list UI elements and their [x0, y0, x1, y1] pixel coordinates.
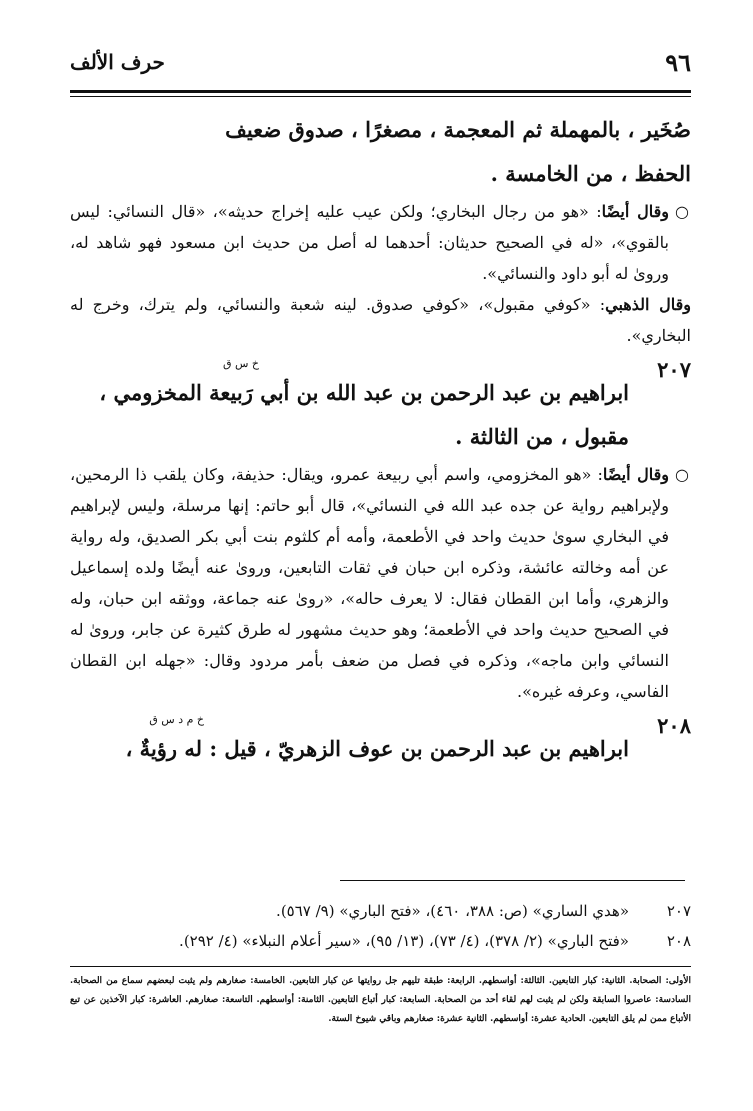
footnote-separator [340, 880, 685, 881]
entry-number: ٢٠٧ [657, 357, 691, 382]
note-label: وقال أيضًا [602, 465, 669, 484]
tabaqat-legend: الأولى: الصحابة. الثانية: كبار التابعين. الثالثة: أواسطهم. الرابعة: طبقة تليهم جل روايتها عن كبار التابعين. الخامسة: صغارهم ولم يثبت لبعضهم سماع من الصحابة. السادسة: عاصروا السابقة ولكن لم يثبت لهم لقاء أحد من الصحابة. السابعة: كبار أتباع التابعين. الثامنة: أواسطهم. التاسعة: صغارهم. العاشرة: كبار الآخذين عن تبع الأتباع ممن لم يلق التابعين. الحادية عشرة: أواسطهم. الثانية عشرة: صغارهم وباقي شيوخ الستة. [70, 976, 691, 1024]
footnote [70, 926, 691, 956]
main-text [70, 108, 691, 771]
section-title: حرف الألف [70, 50, 165, 74]
note-text: : «هو من رجال البخاري؛ ولكن عيب عليه إخراج حديثه»، «قال النسائي: ليس بالقوي»، «له في الصحيح حديثان: أحدهما له أصل من حديث ابن مسعود فهو شاهد له، وروىٰ له أبو داود والنسائي». [70, 202, 669, 283]
legend-rule [70, 966, 691, 967]
bullet-circle-icon: ○ [675, 202, 689, 221]
footnote [70, 896, 691, 926]
header-rule-thick [70, 90, 691, 93]
footnotes [70, 896, 691, 956]
intro-line: الحفظ ، من الخامسة . [490, 161, 691, 186]
biography-entry [70, 713, 691, 771]
entry-name: ابراهيم بن عبد الرحمن بن عوف الزهريّ ، قيل : له رؤيةٌ ، [125, 736, 629, 761]
entry-number: ٢٠٨ [657, 713, 691, 738]
entry-grade: مقبول ، من الثالثة . [455, 424, 629, 449]
note-label: وقال الذهبي [605, 295, 692, 314]
entry-symbols: خ س ق [222, 357, 259, 370]
bullet-circle-icon: ○ [675, 465, 689, 484]
intro-line: صُخَير ، بالمهملة ثم المعجمة ، مصغرًا ، صدوق ضعيف [225, 117, 691, 142]
commentary-note [70, 459, 691, 707]
biography-entry [70, 357, 691, 459]
running-header [70, 40, 691, 84]
commentary-note [70, 196, 691, 289]
footnote-text: «فتح الباري» (٢/ ٣٧٨)، (٤/ ٧٣)، (١٣/ ٩٥)، «سير أعلام النبلاء» (٤/ ٢٩٢). [179, 932, 629, 950]
footnote-number: ٢٠٨ [666, 932, 691, 950]
note-text: : «هو المخزومي، واسم أبي ربيعة عمرو، ويقال: حذيفة، وكان يلقب ذا الرمحين، ولإبراهيم رواية عن جده عبد الله في النسائي»، قال أبو حاتم: إنها مرسلة، وليس لإبراهيم في البخاري سوىٰ حديث واحد في الأطعمة، وأمه أم كلثوم بنت أبي بكر الصديق، وله رواية عن أمه وخالته عائشة، وذكره ابن حبان في ثقات التابعين، وروىٰ عنه أيضًا ولده إسماعيل والزهري، وأما ابن القطان فقال: لا يعرف حاله»، «روىٰ عنه جماعة، ووثقه ابن حبان، وله في الصحيح حديث واحد في الأطعمة؛ وهو حديث مشهور له طرق كثيرة عن جابر، وروىٰ له النسائي وابن ماجه»، وذكره في فصل من ضعف بأمر مردود وقال: «جهله ابن القطان الفاسي، وعرفه غيره». [70, 465, 669, 701]
footnote-text: «هدي الساري» (ص: ٣٨٨، ٤٦٠)، «فتح الباري» (٩/ ٥٦٧). [276, 902, 629, 920]
note-text: : «كوفي مقبول»، «كوفي صدوق. لينه شعبة والنسائي، ولم يترك، وخرج له البخاري». [70, 295, 691, 345]
entry-symbols: خ م د س ق [149, 713, 204, 726]
header-rule-thin [70, 96, 691, 97]
note-label: وقال أيضًا [601, 202, 670, 221]
entry-name: ابراهيم بن عبد الرحمن بن عبد الله بن أبي رَبيعة المخزومي ، [99, 380, 629, 405]
footnote-number: ٢٠٧ [666, 902, 691, 920]
commentary-note [70, 289, 691, 351]
page-number: ٩٦ [665, 48, 691, 77]
